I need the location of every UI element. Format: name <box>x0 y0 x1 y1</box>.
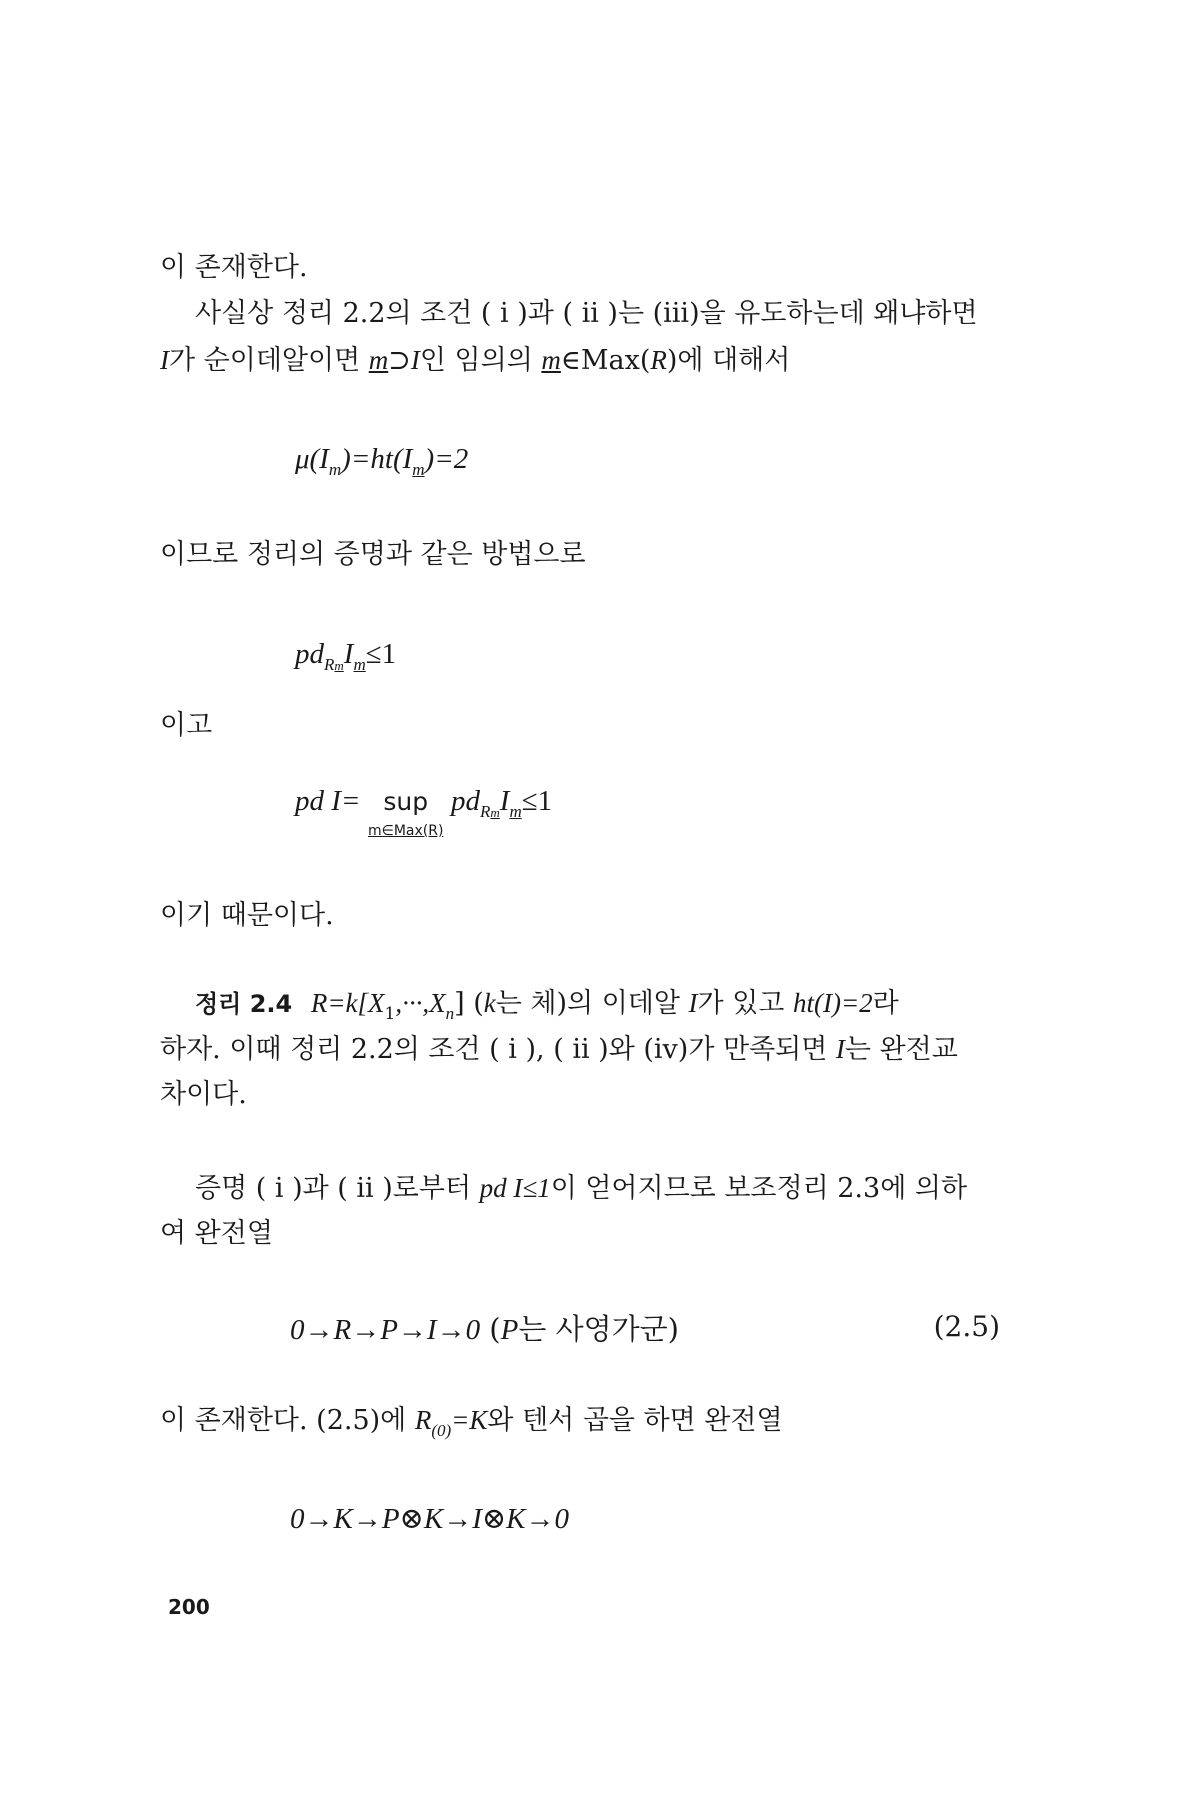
text: 사실상 정리 2.2의 조건 ( i )과 ( ii )는 (iii)을 유도하는데 왜냐하면 <box>195 298 978 329</box>
text: 가 순이데알이면 <box>169 345 369 376</box>
math-expr: R=k[X <box>310 988 385 1018</box>
text: 인 임의의 <box>419 345 542 376</box>
equation <box>290 1500 569 1538</box>
text: 하자. 이때 정리 2.2의 조건 ( i ), ( ii )와 (iv)가 만족되면 <box>160 1034 836 1065</box>
equation <box>295 635 396 685</box>
eq-part: μ(I <box>295 443 329 475</box>
math-var: R <box>650 345 667 375</box>
text: 와 텐서 곱을 하면 완전열 <box>487 1405 783 1436</box>
eq-part: ≤1 <box>365 638 397 670</box>
eq-subscript <box>480 802 500 821</box>
eq-subscript: m <box>412 460 425 479</box>
equation <box>295 440 468 489</box>
text: 이 얻어지므로 보조정리 2.3에 의하 <box>550 1173 968 1204</box>
eq-part: 0→K→P⊗K→I⊗K→0 <box>290 1503 569 1535</box>
theorem-line <box>195 985 1040 1032</box>
math-var: m <box>541 345 561 375</box>
math-var: I <box>410 345 420 375</box>
eq-subscript: m <box>328 460 342 479</box>
eq-subscript-part: R <box>324 655 335 674</box>
proof-line <box>160 1216 1040 1252</box>
eq-subscript-part: m <box>334 658 344 673</box>
eq-part: )=ht(I <box>341 443 413 475</box>
text: )에 대해서 <box>666 345 791 376</box>
text: 는 완전교 <box>844 1034 958 1065</box>
math-var: P <box>500 1314 519 1346</box>
text: 이기 때문이다. <box>160 900 334 931</box>
eq-subscript: m <box>509 802 522 821</box>
text: ] ( <box>454 988 484 1019</box>
text: 이고 <box>160 710 213 741</box>
math-expr: ht(I)=2 <box>792 988 873 1018</box>
math-var: I <box>835 1034 845 1064</box>
eq-part: ≤1 <box>521 785 553 817</box>
text-line <box>160 250 1040 286</box>
text: 증명 ( i )과 ( ii )로부터 <box>195 1173 480 1204</box>
eq-part: I <box>499 785 510 817</box>
text: 이 존재한다. (2.5)에 <box>160 1405 415 1436</box>
text: 여 완전열 <box>160 1218 273 1249</box>
text: 가 있고 <box>697 988 793 1019</box>
text-line <box>195 296 1040 332</box>
math-var: I <box>688 988 698 1018</box>
math-var: R <box>414 1405 432 1435</box>
proof-line <box>195 1170 1040 1207</box>
eq-part: ( <box>480 1312 501 1346</box>
math-expr: pd I≤1 <box>479 1173 551 1203</box>
eq-subscript: (0) <box>431 1421 452 1440</box>
eq-part: I <box>343 638 354 670</box>
supremum-operator <box>368 782 444 839</box>
eq-subscript <box>324 655 344 674</box>
eq-subscript: 1 <box>384 1004 396 1024</box>
eq-subscript-part: R <box>479 802 491 821</box>
eq-subscript-part: m <box>490 805 500 820</box>
math-var: I <box>160 345 169 375</box>
math-expr: =K <box>451 1405 488 1435</box>
equation-number: (2.5) <box>933 1310 1000 1343</box>
text: 는 체)의 이데알 <box>495 988 689 1019</box>
text: ∈Max( <box>560 345 651 376</box>
text-line <box>160 342 1040 379</box>
eq-part: pd I= <box>295 785 361 817</box>
eq-part: 0→R→P→I→0 <box>290 1314 481 1346</box>
text: 차이다. <box>160 1079 247 1110</box>
eq-part: )=2 <box>424 443 469 475</box>
text-line <box>160 708 1040 744</box>
math-expr: ,···,X <box>395 988 446 1018</box>
eq-part: pd <box>450 785 480 817</box>
text-line <box>160 537 1040 573</box>
eq-part: 는 사영가군) <box>518 1312 679 1346</box>
sup-range: m∈Max(R) <box>368 823 444 839</box>
math-var: m <box>368 345 389 375</box>
eq-subscript: n <box>445 1004 455 1023</box>
equation <box>290 1310 679 1349</box>
text: 이므로 정리의 증명과 같은 방법으로 <box>160 539 586 570</box>
math-symbol: ⊃ <box>388 345 411 376</box>
text-line <box>160 898 1040 934</box>
text-line <box>160 1402 1040 1449</box>
theorem-line <box>160 1077 1040 1113</box>
math-var: k <box>483 988 496 1018</box>
page-number: 200 <box>168 1595 210 1619</box>
sup-label: sup <box>383 787 429 816</box>
theorem-line <box>160 1031 1040 1068</box>
eq-part: pd <box>295 638 324 670</box>
eq-subscript: m <box>353 655 366 674</box>
text: 라 <box>872 988 899 1019</box>
equation <box>295 782 553 839</box>
text: 이 존재한다. <box>160 252 308 283</box>
theorem-label: 정리 2.4 <box>195 990 293 1018</box>
